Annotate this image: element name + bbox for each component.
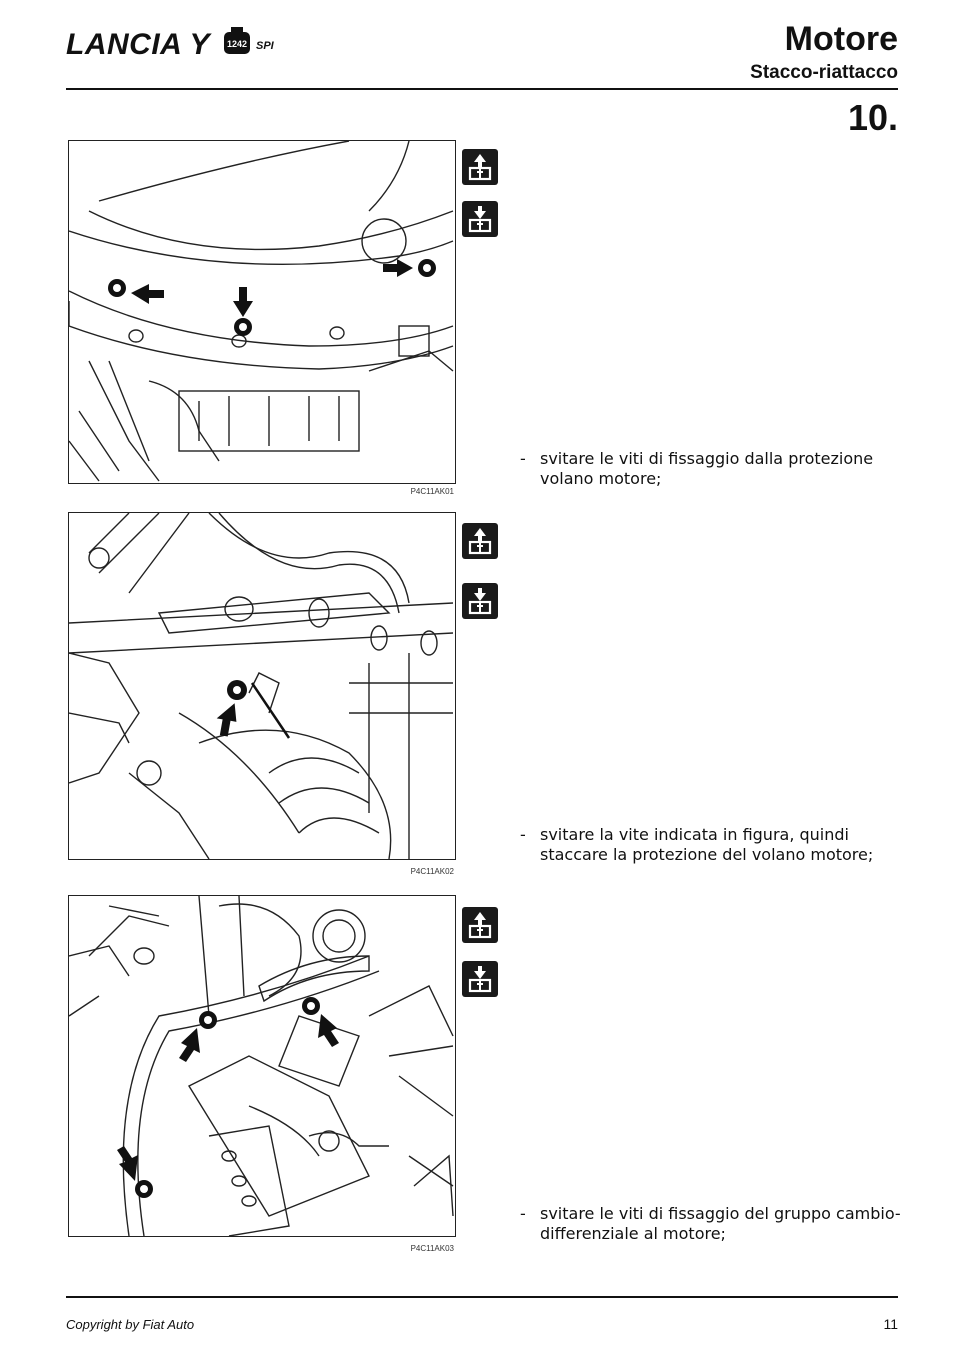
remove-engine-icon xyxy=(461,906,499,944)
section-subtitle: Stacco-riattacco xyxy=(750,62,898,83)
section-number: 10. xyxy=(847,97,898,138)
figure-flywheel-guard-bolts xyxy=(68,140,456,484)
section-title: Motore xyxy=(784,20,898,58)
brand-badge-icon xyxy=(222,26,252,56)
header-divider xyxy=(66,88,898,90)
figure-code: P4C11AK01 xyxy=(410,487,454,496)
instruction-step-2: - svitare la vite indicata in figura, quindi staccare la protezione del volano motore; xyxy=(520,825,874,864)
refit-engine-icon xyxy=(461,960,499,998)
figure-gearbox-bolts xyxy=(68,895,456,1237)
engine-illustration-2 xyxy=(69,513,455,859)
refit-engine-icon xyxy=(461,200,499,238)
remove-engine-icon xyxy=(461,148,499,186)
refit-engine-icon xyxy=(461,582,499,620)
brand-badge-label: 1242 xyxy=(226,39,248,49)
engine-illustration-1 xyxy=(69,141,455,483)
figure-code: P4C11AK03 xyxy=(410,1244,454,1253)
instruction-step-1: - svitare le viti di fissaggio dalla protezione volano motore; xyxy=(520,449,874,488)
brand-name: LANCIA Y xyxy=(66,28,211,61)
footer-divider xyxy=(66,1296,898,1298)
instruction-step-3: - svitare le viti di fissaggio del gruppo cambio-differenziale al motore; xyxy=(520,1204,901,1243)
brand-suffix: SPI xyxy=(256,40,274,52)
engine-illustration-3 xyxy=(69,896,455,1236)
figure-code: P4C11AK02 xyxy=(410,867,454,876)
copyright: Copyright by Fiat Auto xyxy=(66,1317,195,1332)
page-number: 11 xyxy=(883,1316,898,1332)
figure-flywheel-guard-screw xyxy=(68,512,456,860)
remove-engine-icon xyxy=(461,522,499,560)
